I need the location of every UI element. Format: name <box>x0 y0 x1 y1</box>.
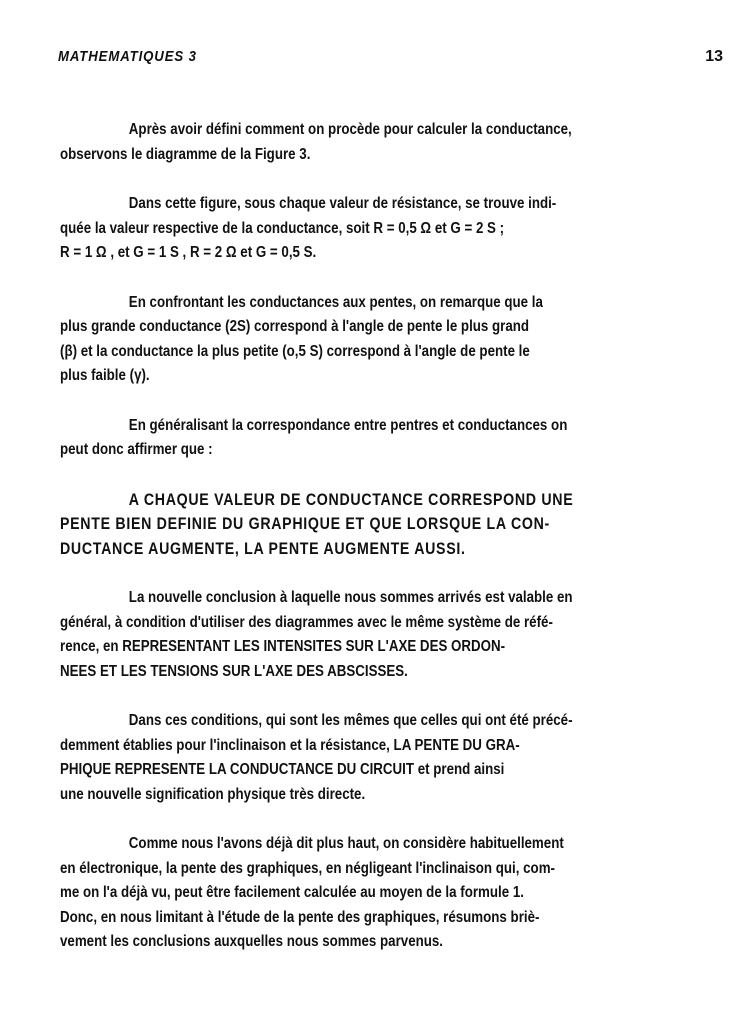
paragraph-comparison <box>60 291 714 389</box>
text-line: une nouvelle signification physique très directe. <box>60 785 366 803</box>
text-line: plus faible (γ). <box>60 367 150 384</box>
text-line: DUCTANCE AUGMENTE, LA PENTE AUGMENTE AUSSI. <box>60 539 466 558</box>
text-line: me on l'a déjà vu, peut être facilement calculée au moyen de la formule 1. <box>60 884 524 901</box>
text-line: rence, en REPRESENTANT LES INTENSITES SUR L'AXE DES ORDON- <box>60 638 506 655</box>
paragraph-summary <box>60 832 714 955</box>
text-line: plus grande conductance (2S) correspond à l'angle de pente le plus grand <box>60 318 530 335</box>
paragraph-new-conclusion <box>60 586 714 684</box>
text-line: général, à condition d'utiliser des diagrammes avec le même système de réfé- <box>60 613 553 631</box>
paragraph-rule-statement <box>60 488 714 562</box>
text-line: Donc, en nous limitant à l'étude de la pente des graphiques, résumons briè- <box>60 908 540 926</box>
paragraph-intro <box>60 118 714 167</box>
text-line: Comme nous l'avons déjà dit plus haut, on considère habituellement <box>128 835 564 852</box>
text-line: demment établies pour l'inclinaison et la résistance, LA PENTE DU GRA- <box>60 736 520 754</box>
text-line: (β) et la conductance la plus petite (o,5 S) correspond à l'angle de pente le <box>60 342 530 360</box>
text-line: R = 1 Ω , et G = 1 S , R = 2 Ω et G = 0,5 S. <box>60 244 317 261</box>
text-line: PHIQUE REPRESENTE LA CONDUCTANCE DU CIRCUIT et prend ainsi <box>60 761 505 778</box>
text-line: Dans ces conditions, qui sont les mêmes que celles qui ont été précé- <box>128 712 573 729</box>
text-line: observons le diagramme de la Figure 3. <box>60 145 311 163</box>
paragraph-generalization <box>60 414 714 463</box>
text-line: En généralisant la correspondance entre pentres et conductances on <box>128 416 568 434</box>
text-line: Dans cette figure, sous chaque valeur de résistance, se trouve indi- <box>128 195 557 212</box>
text-line: Après avoir défini comment on procède pour calculer la conductance, <box>128 121 572 138</box>
body-text <box>60 118 714 980</box>
text-line: A CHAQUE VALEUR DE CONDUCTANCE CORRESPOND UNE <box>128 490 574 509</box>
paragraph-figure-values <box>60 192 714 266</box>
text-line: peut donc affirmer que : <box>60 441 213 458</box>
text-line: En confrontant les conductances aux pentes, on remarque que la <box>128 293 543 311</box>
text-line: NEES ET LES TENSIONS SUR L'AXE DES ABSCISSES. <box>60 662 408 680</box>
text-line: vement les conclusions auxquelles nous sommes parvenus. <box>60 933 444 950</box>
text-line: quée la valeur respective de la conductance, soit R = 0,5 Ω et G = 2 S ; <box>60 219 505 237</box>
text-line: PENTE BIEN DEFINIE DU GRAPHIQUE ET QUE LORSQUE LA CON- <box>60 515 550 533</box>
paragraph-conditions <box>60 709 714 807</box>
page-number: 13 <box>705 48 723 65</box>
text-line: en électronique, la pente des graphiques, en négligeant l'inclinaison qui, com- <box>60 859 555 877</box>
text-line: La nouvelle conclusion à laquelle nous sommes arrivés est valable en <box>128 589 573 606</box>
running-title: MATHEMATIQUES 3 <box>58 48 197 65</box>
